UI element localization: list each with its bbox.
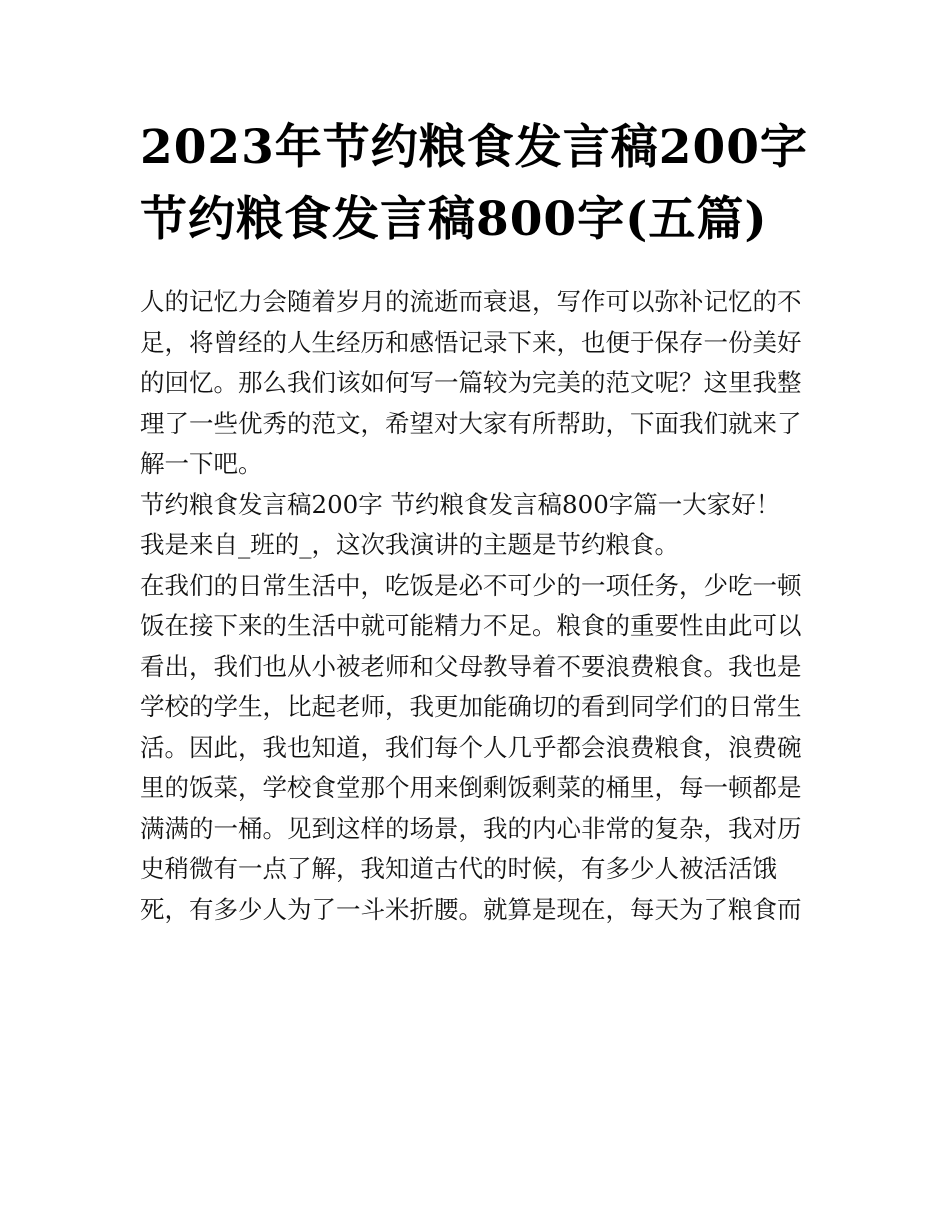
text-line: 看出，我们也从小被老师和父母教导着不要浪费粮食。我也是	[140, 651, 802, 681]
text-line: 理了一些优秀的范文，希望对大家有所帮助，下面我们就来了	[140, 408, 802, 438]
text-line: 在我们的日常生活中，吃饭是必不可少的一项任务，少吃一顿	[140, 570, 802, 600]
title-line: 2023年节约粮食发言稿200字	[140, 120, 808, 175]
text-line: 节约粮食发言稿200字 节约粮食发言稿800字篇一大家好！	[140, 489, 781, 519]
text-line: 的回忆。那么我们该如何写一篇较为完美的范文呢？这里我整	[140, 368, 802, 397]
text-line: 里的饭菜，学校食堂那个用来倒剩饭剩菜的桶里，每一顿都是	[140, 773, 802, 802]
text-line: 人的记忆力会随着岁月的流逝而衰退，写作可以弥补记忆的不	[140, 287, 802, 316]
text-line: 学校的学生，比起老师，我更加能确切的看到同学们的日常生	[140, 692, 802, 721]
paragraph-heading	[140, 485, 820, 526]
text-line: 死，有多少人为了一斗米折腰。就算是现在，每天为了粮食而	[140, 894, 802, 924]
text-line: 饭在接下来的生活中就可能精力不足。粮食的重要性由此可以	[140, 611, 802, 640]
text-line: 足，将曾经的人生经历和感悟记录下来，也便于保存一份美好	[140, 327, 802, 357]
text-line: 满满的一桶。见到这样的场景，我的内心非常的复杂，我对历	[140, 813, 802, 843]
paragraph-main	[140, 566, 820, 931]
text-line: 我是来自_班的_，这次我演讲的主题是节约粮食。	[140, 530, 679, 559]
text-line: 解一下吧。	[140, 449, 263, 478]
text-line: 史稍微有一点了解，我知道古代的时候，有多少人被活活饿	[140, 854, 777, 883]
document-body	[140, 282, 820, 930]
document-title	[140, 112, 820, 256]
text-line: 活。因此，我也知道，我们每个人几乎都会浪费粮食，浪费碗	[140, 732, 802, 762]
paragraph-intro	[140, 282, 820, 485]
paragraph-greeting	[140, 525, 820, 566]
title-line: 节约粮食发言稿800字(五篇)	[140, 192, 768, 247]
